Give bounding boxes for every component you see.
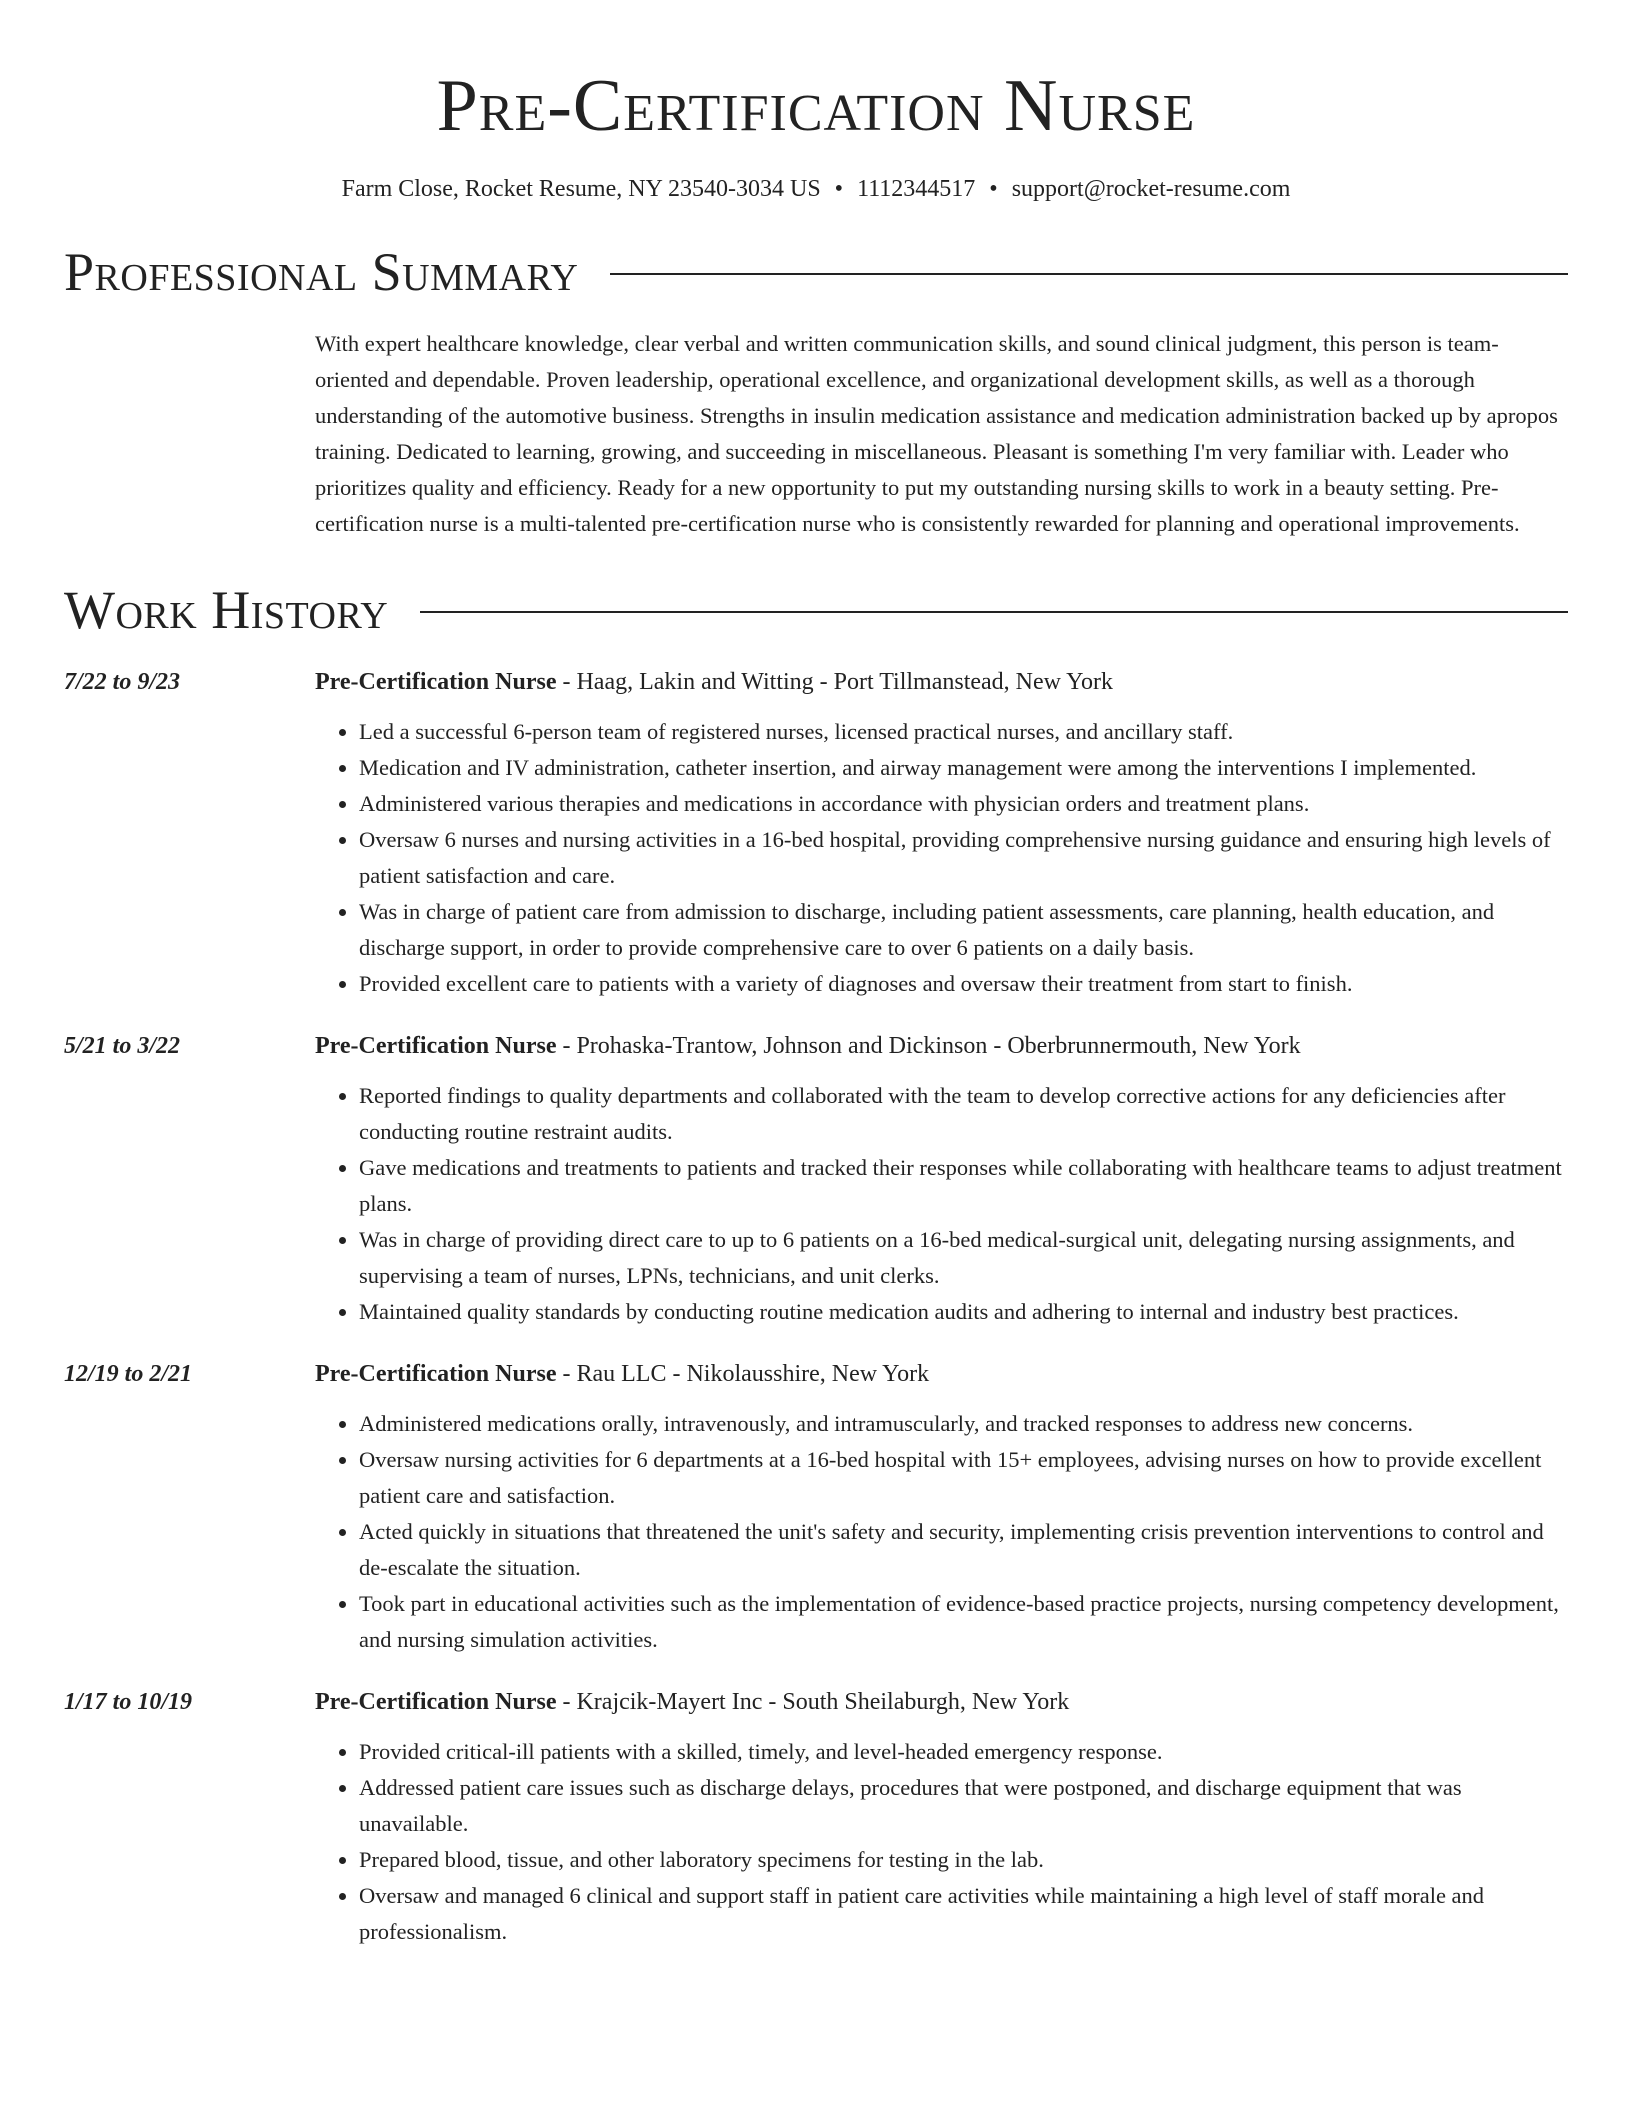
job-bullet: • Administered various therapies and medications in accordance with physician orders and treatment plans. [359, 786, 1568, 822]
work-section-header [64, 578, 1568, 642]
summary-section-header [64, 240, 1568, 304]
job-bullet: • Oversaw and managed 6 clinical and support staff in patient care activities while maintaining a high level of staff morale and professionalism. [359, 1878, 1568, 1950]
job-bullets [315, 1078, 1568, 1330]
job-role: Pre-Certification Nurse [315, 1689, 557, 1715]
job-bullets [315, 714, 1568, 1002]
resume-name: Pre-Certification Nurse [436, 65, 1196, 147]
job-entry [64, 664, 1568, 1002]
job-role: Pre-Certification Nurse [315, 669, 557, 695]
job-bullet: • Gave medications and treatments to patients and tracked their responses while collaborating with healthcare teams to adjust treatment plans. [359, 1150, 1568, 1222]
job-body [315, 664, 1568, 1002]
job-bullet: • Took part in educational activities such as the implementation of evidence-based practice projects, nursing competency development, and nursing simulation activities. [359, 1586, 1568, 1658]
work-history-list [64, 664, 1568, 1950]
job-role: Pre-Certification Nurse [315, 1033, 557, 1059]
job-body [315, 1028, 1568, 1330]
summary-heading: Professional Summary [64, 242, 579, 302]
job-title-line [315, 1356, 1568, 1392]
job-dates: 12/19 to 2/21 [64, 1361, 193, 1387]
job-role: Pre-Certification Nurse [315, 1361, 557, 1387]
section-divider [420, 611, 1568, 613]
job-bullets [315, 1734, 1568, 1950]
job-title-line [315, 664, 1568, 700]
job-employer: - Rau LLC - Nikolausshire, New York [556, 1361, 930, 1387]
contact-separator: • [834, 176, 844, 202]
job-employer: - Krajcik-Mayert Inc - South Sheilaburgh, New York [556, 1689, 1070, 1715]
contact-separator: • [989, 176, 998, 202]
contact-line [64, 174, 1568, 204]
job-bullet: • Provided critical-ill patients with a skilled, timely, and level-headed emergency response. [359, 1734, 1568, 1770]
job-entry [64, 1356, 1568, 1658]
job-bullet: • Addressed patient care issues such as discharge delays, procedures that were postponed, and discharge equipment that was unavailable. [359, 1770, 1568, 1842]
contact-address: Farm Close, Rocket Resume, NY 23540-3034 US [341, 176, 821, 202]
job-bullet: • Prepared blood, tissue, and other laboratory specimens for testing in the lab. [359, 1842, 1568, 1878]
job-bullet: • Led a successful 6-person team of registered nurses, licensed practical nurses, and ancillary staff. [359, 714, 1568, 750]
job-title-line [315, 1684, 1568, 1720]
job-bullet: • Was in charge of providing direct care to up to 6 patients on a 16-bed medical-surgical unit, delegating nursing assignments, and supervising a team of nurses, LPNs, technicians, and unit clerks. [359, 1222, 1568, 1294]
job-employer: - Prohaska-Trantow, Johnson and Dickinson - Oberbrunnermouth, New York [556, 1033, 1301, 1059]
job-entry [64, 1684, 1568, 1950]
contact-email: support@rocket-resume.com [1011, 176, 1291, 202]
work-heading: Work History [64, 580, 389, 640]
summary-text: With expert healthcare knowledge, clear verbal and written communication skills, and sound clinical judgment, this person is team-oriented and dependable. Proven leadership, operational excellence, and organizational development skills, as well as a thorough understanding of the automotive business. Strengths in insulin medication assistance and medication administration backed up by apropos training. Dedicated to learning, growing, and succeeding in miscellaneous. Pleasant is something I'm very familiar with. Leader who prioritizes quality and efficiency. Ready for a new opportunity to put my outstanding nursing skills to work in a beauty setting. Pre-certification nurse is a multi-talented pre-certification nurse who is consistently rewarded for planning and operational improvements. [315, 331, 1558, 536]
contact-phone: 1112344517 [857, 176, 976, 202]
job-dates: 7/22 to 9/23 [64, 669, 181, 695]
job-body [315, 1684, 1568, 1950]
job-bullet: • Acted quickly in situations that threatened the unit's safety and security, implementing crisis prevention interventions to control and de-escalate the situation. [359, 1514, 1568, 1586]
section-divider [610, 273, 1568, 275]
job-title-line [315, 1028, 1568, 1064]
job-bullet: • Medication and IV administration, catheter insertion, and airway management were among the interventions I implemented. [359, 750, 1568, 786]
job-bullet: • Oversaw nursing activities for 6 departments at a 16-bed hospital with 15+ employees, advising nurses on how to provide excellent patient care and satisfaction. [359, 1442, 1568, 1514]
job-entry [64, 1028, 1568, 1330]
job-dates: 1/17 to 10/19 [64, 1689, 193, 1715]
job-bullet: • Oversaw 6 nurses and nursing activities in a 16-bed hospital, providing comprehensive nursing guidance and ensuring high levels of patient satisfaction and care. [359, 822, 1568, 894]
job-bullet: • Provided excellent care to patients with a variety of diagnoses and oversaw their treatment from start to finish. [359, 966, 1568, 1002]
job-body [315, 1356, 1568, 1658]
job-bullets [315, 1406, 1568, 1658]
job-dates: 5/21 to 3/22 [64, 1033, 181, 1059]
job-bullet: • Maintained quality standards by conducting routine medication audits and adhering to internal and industry best practices. [359, 1294, 1568, 1330]
job-employer: - Haag, Lakin and Witting - Port Tillmanstead, New York [556, 669, 1114, 695]
job-bullet: • Reported findings to quality departments and collaborated with the team to develop corrective actions for any deficiencies after conducting routine restraint audits. [359, 1078, 1568, 1150]
resume-page [64, 0, 1568, 1950]
job-bullet: • Administered medications orally, intravenously, and intramuscularly, and tracked responses to address new concerns. [359, 1406, 1568, 1442]
job-bullet: • Was in charge of patient care from admission to discharge, including patient assessments, care planning, health education, and discharge support, in order to provide comprehensive care to over 6 patients on a daily basis. [359, 894, 1568, 966]
